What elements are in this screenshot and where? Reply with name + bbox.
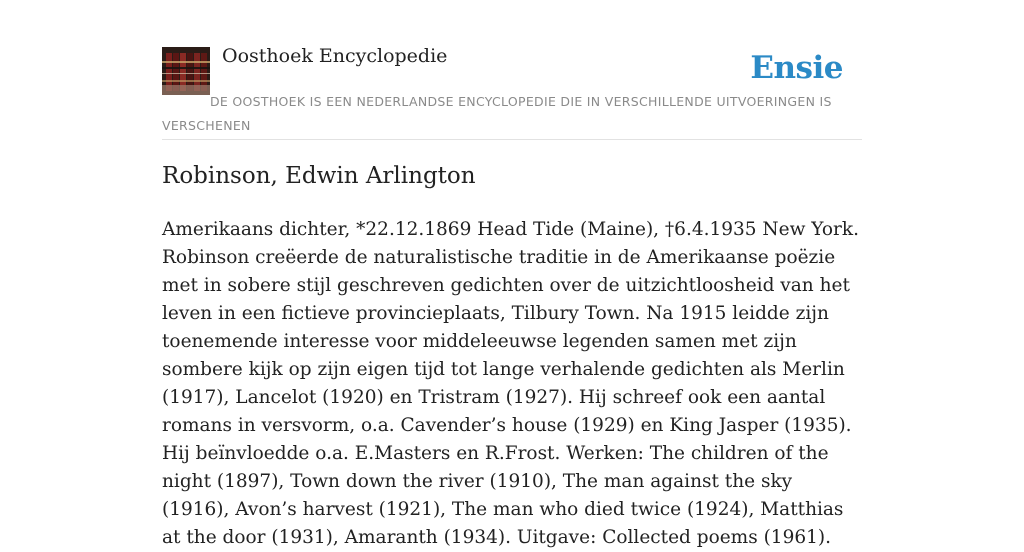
encyclopedia-books-icon[interactable] [162, 47, 210, 95]
entry-title: Robinson, Edwin Arlington [162, 163, 476, 189]
header-divider [162, 139, 862, 140]
source-tagline: DE OOSTHOEK IS EEN NEDERLANDSE ENCYCLOPEDIE DIE IN VERSCHILLENDE UITVOERINGEN IS VERSCHENEN [162, 94, 832, 133]
entry-body: Amerikaans dichter, *22.12.1869 Head Tide (Maine), †6.4.1935 New York. Robinson creëerde de naturalistische traditie in de Amerikaanse poëzie met in sobere stijl geschreven gedichten over de uitzichtloosheid van het leven in een fictieve provincieplaats, Tilbury Town. Na 1915 leidde zijn toenemende interesse voor middeleeuwse legenden samen met zijn sombere kijk op zijn eigen tijd tot lange verhalende gedichten als Merlin (1917), Lancelot (1920) en Tristram (1927). Hij schreef ook een aantal romans in versvorm, o.a. Cavender’s house (1929) en King Jasper (1935). Hij beïnvloedde o.a. E.Masters en R.Frost. Werken: The children of the night (1897), Town down the river (1910), The man against the sky (1916), Avon’s harvest (1921), The man who died twice (1924), Matthias at the door (1931), Amaranth (1934). Uitgave: Collected poems (1961). [162, 219, 859, 548]
source-name[interactable]: Oosthoek Encyclopedie [222, 45, 448, 67]
brand-logo[interactable]: Ensie [750, 50, 843, 86]
